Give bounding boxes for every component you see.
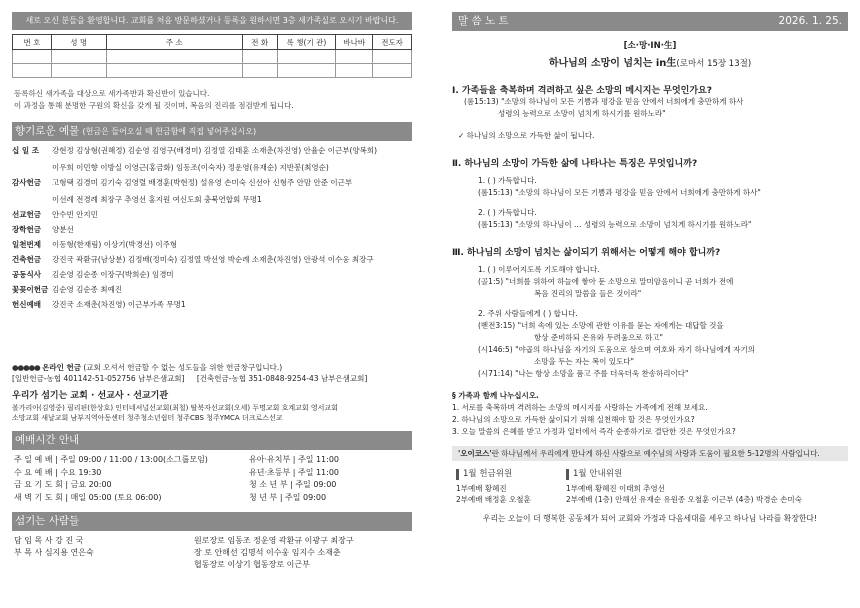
service-item: 주 일 예 배 | 주일 09:00 / 11:00 / 13:00(소그룹모임) [14, 455, 208, 464]
sermon-header-title: 말 씀 노 트 [458, 15, 509, 27]
offering-row [12, 299, 412, 310]
offering-names: 양분선 [52, 225, 74, 234]
welcome-banner: 새로 오신 분들을 환영합니다. 교회를 처음 방문하셨거나 등록을 원하시면 3층 새가족실로 오시기 바랍니다. [12, 12, 412, 30]
account-general[interactable]: [일반헌금-농협 401142-51-052756 남부은샘교회] [12, 374, 185, 383]
volunteer-line: 2부예배 (1층) 안해선 유재순 유원종 오철훈 이근부 (4층) 박경순 손미숙 [566, 495, 802, 504]
question-1: I. 가족들을 축복하며 격려하고 싶은 소망의 메시지는 무엇인가요? [452, 86, 712, 96]
mission-list [12, 403, 412, 423]
right-column [452, 12, 848, 524]
offering-label: 일천번제 [12, 240, 41, 249]
offering-label: 건축헌금 [12, 255, 41, 264]
welcome-notes [12, 88, 412, 112]
offering-names: 안수빈 안지민 [52, 210, 98, 219]
volunteer-line: 1부예배 황혜진 이태희 추영선 [566, 484, 665, 493]
col-group: 록 챙(기 관) [277, 35, 336, 50]
staff-item: 담 임 목 사 강 진 국 [14, 536, 84, 545]
offering-header [12, 122, 412, 141]
discussion-item: 1. 서로를 축복하며 격려하는 소망의 메시지를 사랑하는 가족에게 전해 보세요. [452, 403, 708, 412]
account-building[interactable]: [건축헌금-농협 351-0848-9254-43 남부은샘교회] [196, 374, 368, 383]
offering-label: 십 일 조 [12, 146, 39, 155]
offering-row [12, 269, 412, 280]
service-item: 수 요 예 배 | 수요 19:30 [14, 467, 102, 477]
offering-label: 꽃꽂이헌금 [12, 285, 49, 294]
verse-line: (시146:5) "야곱의 하나님을 자기의 도움으로 삼으며 여호와 자기 하나님에게 자기의 [478, 345, 755, 354]
staff-title: 섬기는 사람들 [15, 515, 80, 527]
offering-row [12, 224, 412, 235]
blank-item[interactable]: 1. ( ) 가득합니다. [478, 176, 537, 185]
registration-table [12, 34, 412, 78]
mission-title: 우리가 섬기는 교회 · 선교사 · 선교기관 [12, 391, 169, 401]
staff-item: 협동장로 이상기 협동장로 이근부 [194, 560, 310, 569]
discussion-head: § 가족과 함께 나누십시오. [452, 391, 539, 400]
verse-line: (골1:5) "너희를 위하여 하늘에 쌓아 둔 소망으로 말미암음이니 곧 너희가 전에 [478, 277, 734, 286]
sermon-title: 하나님의 소망이 넘치는 in生 [548, 58, 677, 69]
table-row[interactable] [13, 50, 412, 64]
oikos-text: 란 하나님께서 우리에게 만나게 하신 사람으로 예수님의 사랑과 도움이 필요한 5-12명의 사람입니다. [491, 449, 820, 458]
sermon-series-tag: [소·망·IN·生] [623, 41, 677, 51]
offering-names: 강진국 곽환규(남상분) 김정배(정미숙) 김정열 박선영 박순례 소재춘(차진영) 안광석 이수웅 최장구 [52, 255, 374, 264]
service-item: 금 요 기 도 회 | 금요 20:00 [14, 480, 112, 489]
offering-label: 선교헌금 [12, 210, 41, 219]
question-3: Ⅲ. 하나님의 소망이 넘치는 삶이되기 위해서는 어떻게 해야 합니까? [452, 248, 721, 258]
offering-label: 헌신예배 [12, 300, 41, 309]
verse-line: (롬15:13) "소망의 하나님이 모든 기쁨과 평강을 믿음 안에서 너희에게 충만하게 하사 [464, 97, 744, 106]
verse-line: 항상 준비하되 온유와 두려움으로 하고" [534, 333, 663, 342]
offering-row [12, 254, 412, 265]
offering-subtitle: (헌금은 들어오실 때 헌금함에 직접 넣어주십시오) [82, 127, 257, 136]
welcome-note: 등록하신 새가족을 대상으로 새가족반과 확신반이 있습니다. [14, 89, 210, 98]
check-line: ✓ 하나님의 소망으로 가득한 삶이 됩니다. [458, 131, 595, 140]
discussion-item: 2. 하나님의 소망으로 가득한 삶이되기 위해 실천해야 할 것은 무엇인가요? [452, 415, 695, 424]
offering-list [12, 145, 412, 310]
welcome-note: 이 과정을 통해 분명한 구원의 확신을 갖게 될 것이며, 복음의 진리를 점검받게 됩니다. [14, 101, 294, 110]
service-item: 유아·유치부 | 주일 11:00 [249, 455, 340, 464]
verse-line: (롬15:13) "소망의 하나님이 … 성령의 능력으로 소망이 넘치게 하시기를 원하노라" [478, 220, 752, 229]
sermon-date: 2026. 1. 25. [778, 15, 842, 27]
vision-statement: 우리는 오늘이 더 행복한 공동체가 되어 교회와 가정과 다음세대를 세우고 하나님 나라를 확장한다! [482, 514, 818, 523]
offering-names: 강진국 소재춘(차진영) 이근부가족 무명1 [52, 300, 186, 309]
col-evangelist: 전도자 [373, 35, 412, 50]
verse-line: (롬15:13) "소망의 하나님이 모든 기쁨과 평강을 믿음 안에서 너희에게 충만하게 하사" [478, 188, 761, 197]
offering-row [12, 177, 412, 205]
offering-names: 고형택 김경미 김기숙 김영렬 배경훈(박현정) 설유영 손미숙 신선아 신형주 안맘 안준 이근부 [52, 178, 353, 187]
left-column [12, 12, 412, 571]
staff-list [12, 535, 412, 571]
blank-item[interactable]: 2. 주위 사람들에게 ( ) 합니다. [478, 309, 578, 318]
service-item: 청 년 부 | 주일 09:00 [249, 492, 327, 502]
service-item: 유년·초등부 | 주일 11:00 [249, 467, 340, 477]
oikos-bar [452, 446, 848, 461]
volunteer-line: 2부예배 배정훈 오철훈 [456, 495, 531, 504]
question-2: Ⅱ. 하나님의 소망이 가득한 삶에 나타나는 특징은 무엇입니까? [452, 159, 698, 169]
offering-title: 향기로운 예물 [15, 125, 80, 137]
sermon-ref: (로마서 15장 13절) [676, 59, 752, 69]
staff-item: 장 로 안해선 김명석 이수웅 임지수 소재춘 [194, 548, 341, 557]
offering-row [12, 239, 412, 250]
offering-volunteers-title: 1월 헌금위원 [456, 469, 566, 480]
offering-row [12, 284, 412, 295]
col-barnabas: 바나바 [336, 35, 373, 50]
online-offering [12, 362, 412, 384]
offering-names: 이선례 전경례 최장구 추영선 홍지원 여신도회 충북연합회 무명1 [52, 195, 262, 204]
offering-names: 강현정 김상형(권혜정) 김순영 김영구(배경미) 김정열 김태훈 소재춘(차진영) 안율순 이근부(양복희) [52, 146, 378, 155]
sermon-title-line [452, 54, 848, 69]
staff-item: 원로장로 임동조 정운영 곽환규 이광구 최장구 [194, 536, 354, 545]
col-number: 번 호 [13, 35, 52, 50]
table-row[interactable] [13, 64, 412, 78]
blank-item[interactable]: 1. ( ) 이루어지도록 기도해야 합니다. [478, 265, 600, 274]
blank-item[interactable]: 2. ( ) 가득합니다. [478, 208, 537, 217]
col-name: 성 명 [51, 35, 106, 50]
staff-item: 부 목 사 심지용 연은숙 [14, 548, 94, 557]
online-desc: (교회 오셔서 헌금할 수 없는 성도들을 위한 헌금창구입니다.) [83, 363, 283, 372]
mission-line: 볼가리아(김영중) 필리핀(한상호) 인터네셔널선교회(최철) 탈북자선교회(오세) 두명교회 호계교회 영서교회 [12, 404, 338, 412]
verse-line: (시71:14) "나는 항상 소망을 품고 주를 더욱더욱 찬송하리이다" [478, 369, 689, 378]
staff-header [12, 512, 412, 531]
col-phone: 전 화 [242, 35, 277, 50]
verse-line: 소망을 두는 자는 복이 있도다" [534, 357, 634, 366]
service-times [12, 454, 412, 504]
volunteer-line: 1부예배 황혜진 [456, 484, 507, 493]
services-title: 예배시간 안내 [15, 434, 80, 446]
offering-row [12, 145, 412, 173]
offering-label: 공동식사 [12, 270, 41, 279]
offering-label: 감사헌금 [12, 178, 41, 187]
offering-label: 장학헌금 [12, 225, 41, 234]
usher-volunteers-title: 1월 안내위원 [566, 469, 846, 480]
discussion [452, 390, 848, 438]
verse-line: 성령의 능력으로 소망이 넘치게 하시기를 원하노라" [498, 109, 666, 118]
service-item: 새 벽 기 도 회 | 매일 05:00 (토요 06:00) [14, 492, 162, 502]
services-header [12, 431, 412, 450]
sermon-header [452, 12, 848, 31]
offering-names: 김순영 김순종 최예진 [52, 285, 122, 294]
verse-line: (벧전3:15) "너희 속에 있는 소망에 관한 이유를 묻는 자에게는 대답할 것을 [478, 321, 724, 330]
verse-line: 복음 진리의 말씀을 들은 것이라" [534, 289, 642, 298]
mission-line: 소망교회 새날교회 남부지역아동센터 청주청소년쉼터 청주CBS 청주YMCA 더크로스선교 [12, 414, 283, 422]
col-address: 주 소 [106, 35, 242, 50]
offering-names: 이동형(한재림) 이상기(박경선) 이주형 [52, 240, 178, 249]
registration-header-row [13, 35, 412, 50]
discussion-item: 3. 오늘 말씀의 은혜를 받고 가정과 일터에서 즉각 순종하기로 결단한 것은 무엇인가요? [452, 427, 736, 436]
online-title: 온라인 헌금 [42, 363, 81, 372]
offering-row [12, 209, 412, 220]
service-item: 청 소 년 부 | 주일 09:00 [249, 480, 337, 489]
volunteers [452, 469, 848, 505]
offering-names: 김순영 김순종 이장구(박희순) 임경미 [52, 270, 174, 279]
dots-icon: ●●●●● [12, 363, 40, 372]
offering-names: 이우희 이민향 이방실 이영근(홍금화) 임동조(이숙자) 정운영(유재순) 지반봉(최영순) [52, 163, 329, 172]
oikos-term: '오이코스' [458, 449, 492, 458]
